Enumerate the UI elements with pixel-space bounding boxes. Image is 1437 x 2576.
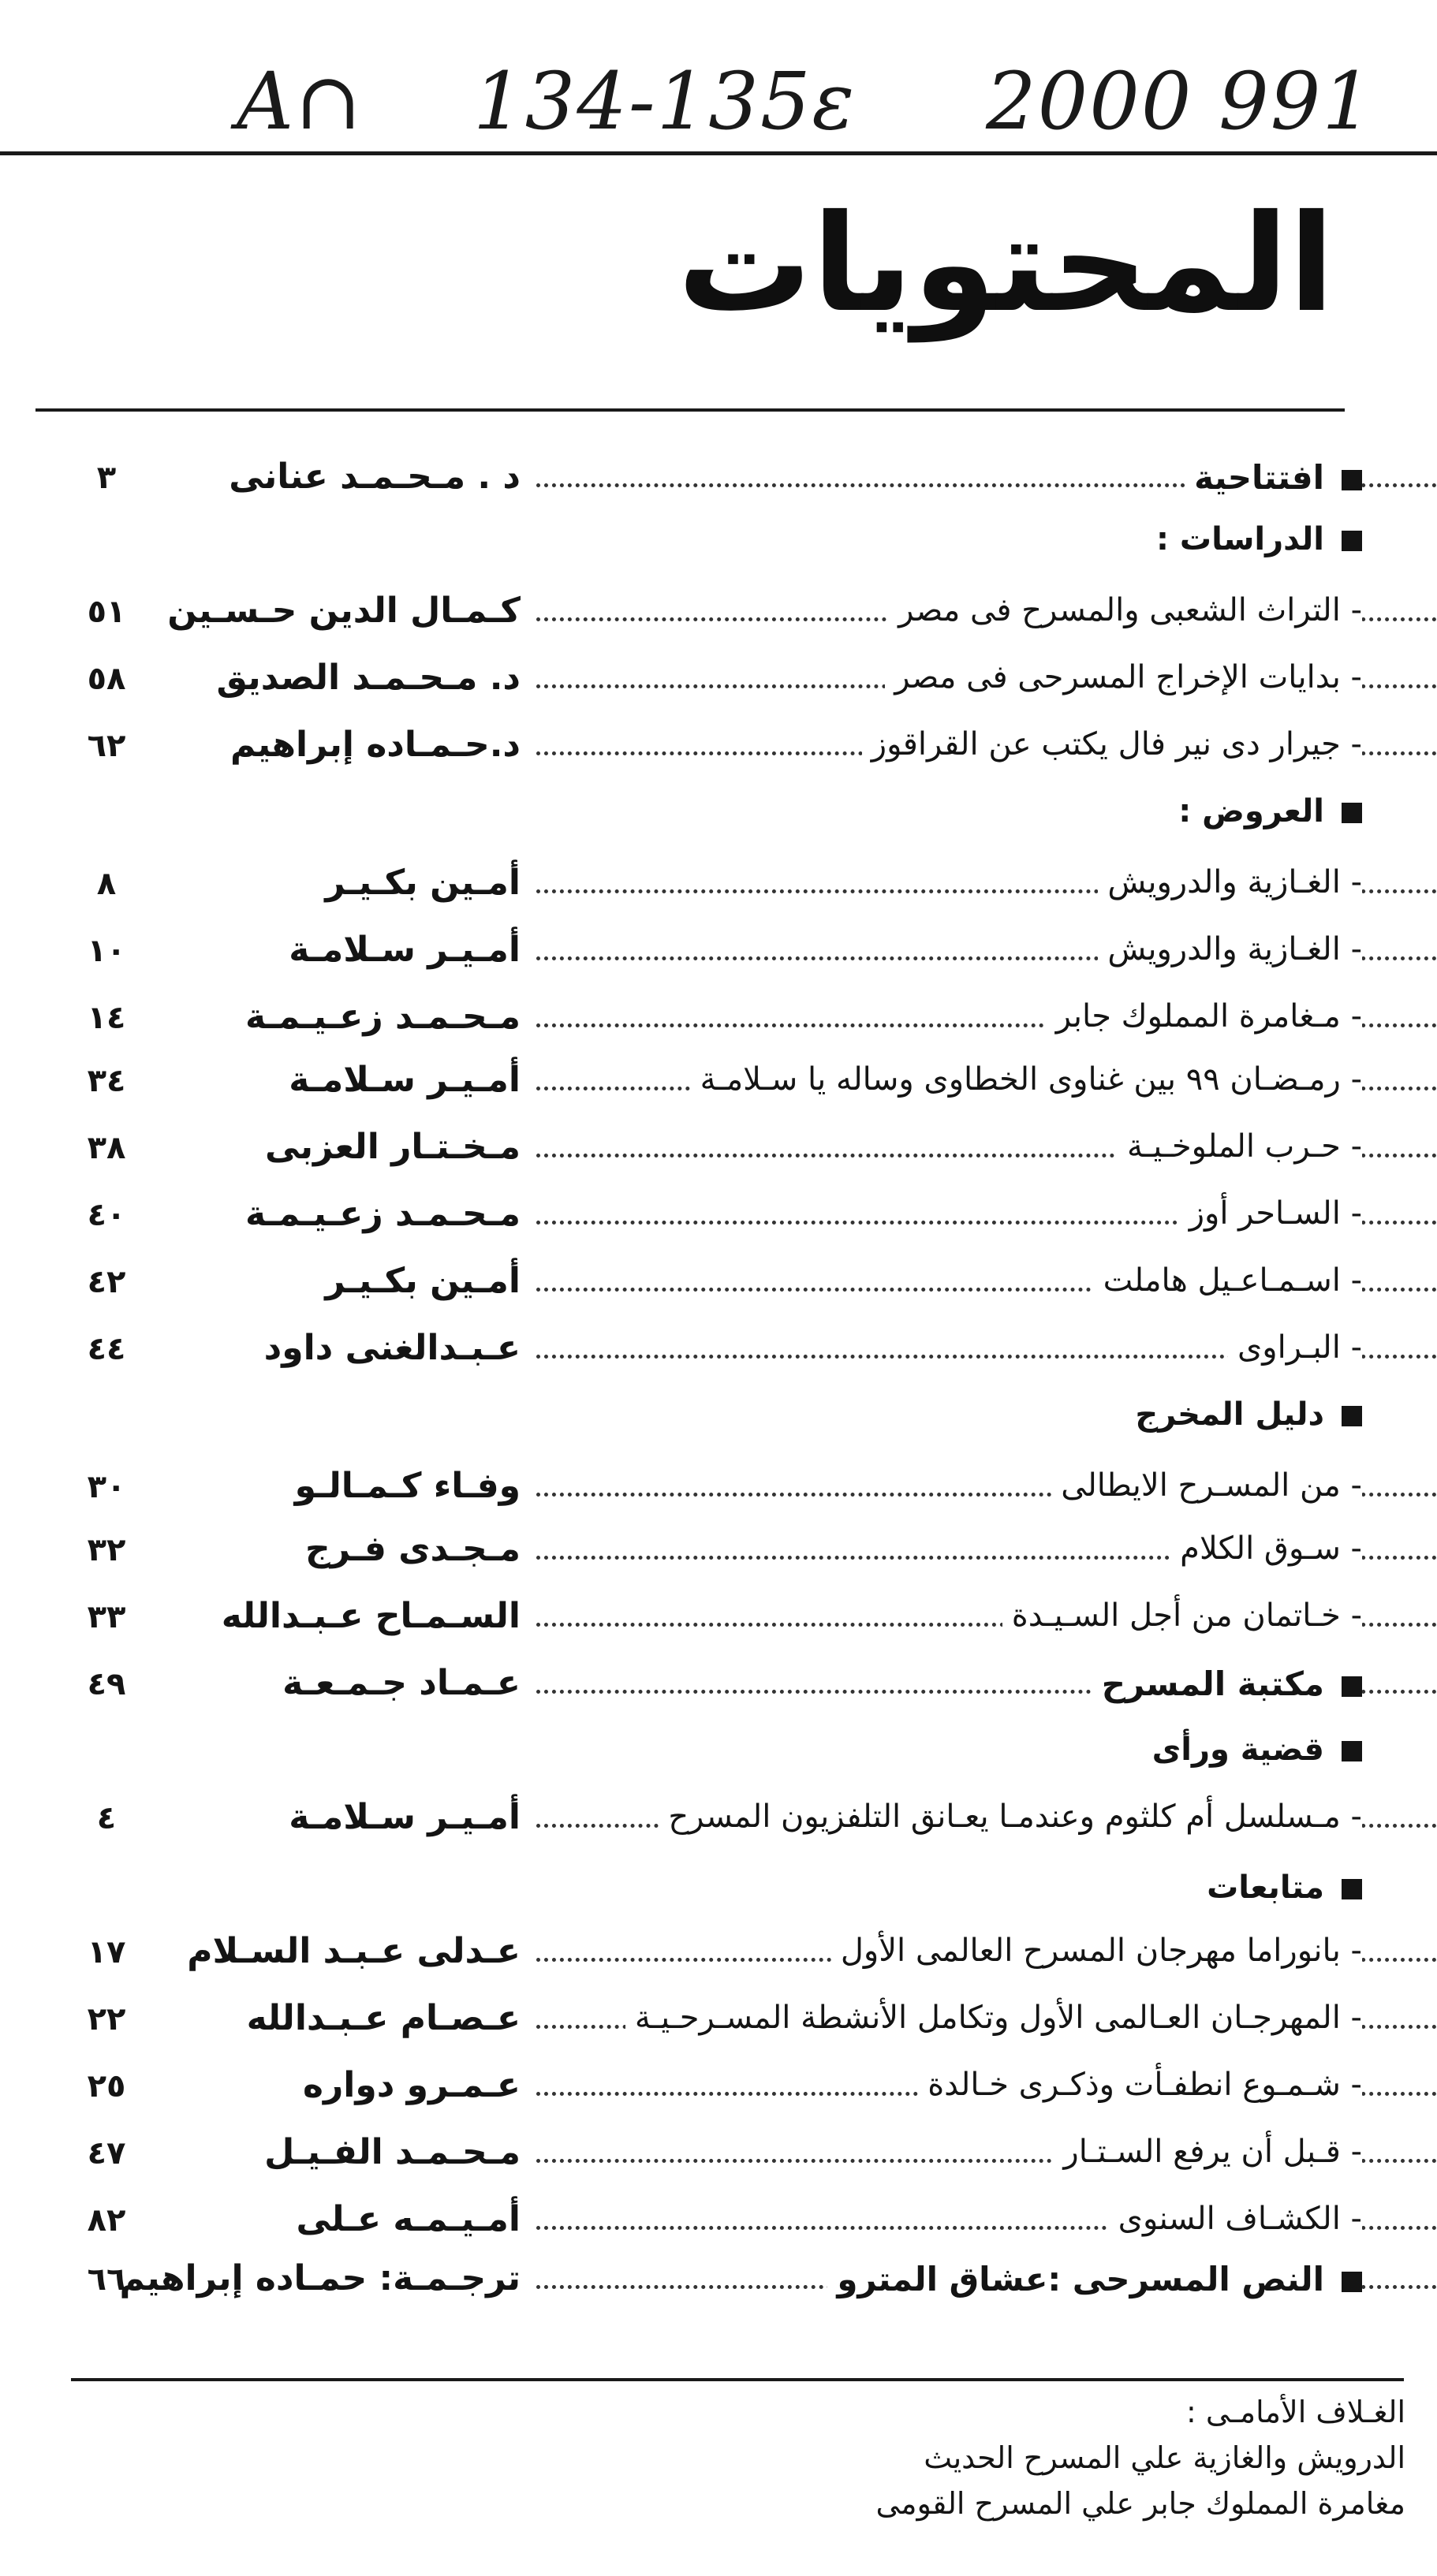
cover-heading: الغـلاف الأمامـى :	[1186, 2395, 1405, 2429]
toc-page-number: ٤٧	[87, 2135, 126, 2172]
toc-page-number: ٨٢	[87, 2202, 126, 2239]
title-rule	[35, 408, 1345, 412]
toc-author: مـخـتـار العزبى	[264, 1127, 521, 1167]
toc-author: كـمـال الدين حـسـين	[167, 591, 521, 631]
square-bullet-icon	[1342, 2272, 1362, 2292]
toc-author: ترجـمـة: حمـاده إبراهيم	[119, 2258, 521, 2298]
toc-author: السـمـاح عـبـدالله	[221, 1596, 521, 1636]
toc-page-number: ٤٢	[87, 1264, 126, 1300]
toc-heading	[0, 1392, 1437, 1447]
toc-title: - الغـازية والدرويش	[1107, 864, 1362, 900]
toc-entry	[0, 859, 1437, 915]
toc-page-number: ١٧	[87, 1934, 126, 1970]
toc-title: النص المسرحى :عشاق المترو	[837, 2260, 1324, 2298]
toc-entry	[0, 453, 1437, 509]
toc-page-number: ٤٠	[87, 1197, 126, 1233]
toc-entry	[0, 1258, 1437, 1313]
toc-entry	[0, 993, 1437, 1049]
toc-page-number: ٤٩	[87, 1666, 126, 1702]
toc-entry	[0, 1463, 1437, 1518]
toc-entry	[0, 2129, 1437, 2184]
toc-author: أمـين بكـيـر	[325, 1261, 521, 1301]
toc-heading	[0, 1865, 1437, 1920]
toc-entry	[0, 1191, 1437, 1246]
toc-title: - الغـازية والدرويش	[1107, 931, 1362, 967]
toc-title: - بدايات الإخراج المسرحى فى مصر	[894, 659, 1362, 695]
toc-page-number: ٣٨	[87, 1130, 126, 1166]
bottom-rule	[71, 2378, 1404, 2381]
toc-heading	[0, 788, 1437, 844]
toc-entry	[0, 1124, 1437, 1179]
toc-author: د . مـحـمـد عنانى	[229, 457, 521, 497]
square-bullet-icon	[1342, 1741, 1362, 1761]
toc-title: متابعات	[1207, 1870, 1324, 1906]
toc-title: - قـبل أن يرفع السـتـار	[1063, 2134, 1362, 2170]
toc-title: - اسـمـاعـيل هاملت	[1103, 1262, 1362, 1299]
handwritten-annotation	[237, 55, 1374, 158]
toc-title: العروض :	[1178, 793, 1324, 829]
square-bullet-icon	[1342, 1676, 1362, 1697]
cover-note	[875, 2389, 1405, 2526]
toc-author: مـجـدى فـرج	[304, 1529, 521, 1569]
toc-author: مـحـمـد زعـيـمـة	[245, 997, 521, 1037]
toc-page-number: ٥١	[87, 594, 126, 630]
toc-title: - المهرجـان العـالمى الأول وتكامل الأنشطة المسـرحـيـة	[634, 2000, 1362, 2036]
page-title: المحتويات	[677, 186, 1334, 342]
toc-entry	[0, 1057, 1437, 1112]
toc-author: د.حـمـاده إبراهيم	[230, 725, 521, 765]
toc-title: دليل المخرج	[1135, 1396, 1324, 1433]
toc-title: - السـاحر أوز	[1189, 1195, 1362, 1232]
toc-title: - من المسـرح الايطالى	[1061, 1467, 1362, 1504]
toc-title: - شـمـوع انطفـأت وذكـرى خـالدة	[928, 2067, 1362, 2103]
toc-page-number: ١٤	[87, 1000, 126, 1036]
toc-entry	[0, 1995, 1437, 2050]
toc-title: - الكشـاف السنوى	[1118, 2201, 1362, 2237]
toc-title: - البـراوى	[1237, 1329, 1362, 1366]
toc-entry	[0, 587, 1437, 643]
toc-author: مـحـمـد زعـيـمـة	[245, 1194, 521, 1234]
toc-page-number: ٤	[96, 1800, 117, 1836]
toc-title: - سـوق الكلام	[1180, 1530, 1362, 1567]
toc-author: أمـيـر سـلامـة	[289, 1797, 521, 1837]
toc-title: - رمـضـان ٩٩ بين غناوى الخطاوى وساله يا سـلامـة	[700, 1061, 1362, 1098]
toc-entry	[0, 1660, 1437, 1715]
toc-author: وفـاء كـمـالـو	[294, 1466, 521, 1506]
toc-heading	[0, 516, 1437, 572]
toc-page-number: ٦٢	[87, 728, 126, 764]
toc-entry	[0, 1526, 1437, 1581]
cover-line-1: الدرويش والغازية علي المسرح الحديث	[924, 2440, 1405, 2475]
toc-title: - خـاتمان من أجل السـيـدة	[1011, 1597, 1362, 1634]
toc-entry	[0, 1794, 1437, 1849]
square-bullet-icon	[1342, 803, 1362, 823]
toc-page-number: ٣٤	[87, 1063, 126, 1099]
toc-title: - جيرار دى نير فال يكتب عن القراقوز	[871, 726, 1362, 762]
cover-line-2: مغامرة المملوك جابر علي المسرح القومى	[875, 2486, 1405, 2521]
toc-title: الدراسات :	[1155, 521, 1324, 557]
toc-page-number: ٢٢	[87, 2001, 126, 2037]
toc-author: عـمـرو دواره	[303, 2065, 521, 2105]
toc-author: عـبـدالغنى داود	[263, 1328, 521, 1368]
toc-title: - حـرب الملوخـيـة	[1126, 1128, 1362, 1165]
toc-author: أمـيـمـه عـلى	[296, 2199, 521, 2239]
toc-page-number: ٣٣	[87, 1599, 126, 1635]
toc-heading	[0, 1727, 1437, 1782]
toc-title: قضية ورأى	[1151, 1732, 1324, 1768]
square-bullet-icon	[1342, 1406, 1362, 1426]
toc-entry	[0, 721, 1437, 777]
toc-author: أمـيـر سـلامـة	[289, 930, 521, 970]
toc-page-number: ٢٥	[87, 2068, 126, 2104]
square-bullet-icon	[1342, 470, 1362, 490]
toc-page-number: ٤٤	[87, 1331, 126, 1367]
square-bullet-icon	[1342, 531, 1362, 551]
toc-author: عـدلى عـبـد السـلام	[187, 1931, 521, 1971]
toc-page-number: ٥٨	[87, 661, 126, 697]
handwritten-page-range: 134-135ε	[473, 55, 857, 147]
toc-page-number: ٣٠	[87, 1469, 126, 1505]
toc-page-number: ٣	[96, 460, 117, 496]
toc-title: - مـسلسل أم كلثوم وعندمـا يعـانق التلفزيون المسرح	[668, 1799, 1362, 1835]
toc-entry	[0, 2255, 1437, 2310]
top-rule	[0, 151, 1437, 155]
toc-author: أمـيـر سـلامـة	[289, 1060, 521, 1100]
toc-title: - مـغامرة المملوك جابر	[1055, 998, 1362, 1035]
toc-entry	[0, 926, 1437, 982]
toc-entry	[0, 2196, 1437, 2251]
toc-author: عـمـاد جـمـعـة	[282, 1663, 521, 1703]
toc-title: - التراث الشعبى والمسرح فى مصر	[898, 592, 1362, 628]
toc-author: مـحـمـد الفـيـل	[264, 2132, 521, 2172]
toc-author: أمـين بكـيـر	[325, 863, 521, 903]
toc-page-number: ١٠	[87, 933, 126, 969]
toc-entry	[0, 1325, 1437, 1380]
toc-page-number: ٣٢	[87, 1532, 126, 1568]
toc-title: - بانوراما مهرجان المسرح العالمى الأول	[840, 1933, 1362, 1969]
toc-title: افتتاحية	[1194, 458, 1324, 497]
handwritten-code-right: 991	[1219, 55, 1374, 147]
toc-entry	[0, 1928, 1437, 1983]
handwritten-year: 2000	[986, 55, 1193, 147]
toc-author: عـصـام عـبـدالله	[246, 1998, 521, 2038]
square-bullet-icon	[1342, 1879, 1362, 1899]
toc-author: د. مـحـمـد الصديق	[216, 658, 521, 698]
toc-page-number: ٦٦	[87, 2261, 126, 2298]
toc-title: مكتبة المسرح	[1101, 1665, 1324, 1703]
toc-entry	[0, 1593, 1437, 1648]
toc-entry	[0, 654, 1437, 710]
handwritten-code-left: A∩	[237, 55, 364, 147]
toc-page-number: ٨	[96, 866, 117, 902]
toc-entry	[0, 2062, 1437, 2117]
